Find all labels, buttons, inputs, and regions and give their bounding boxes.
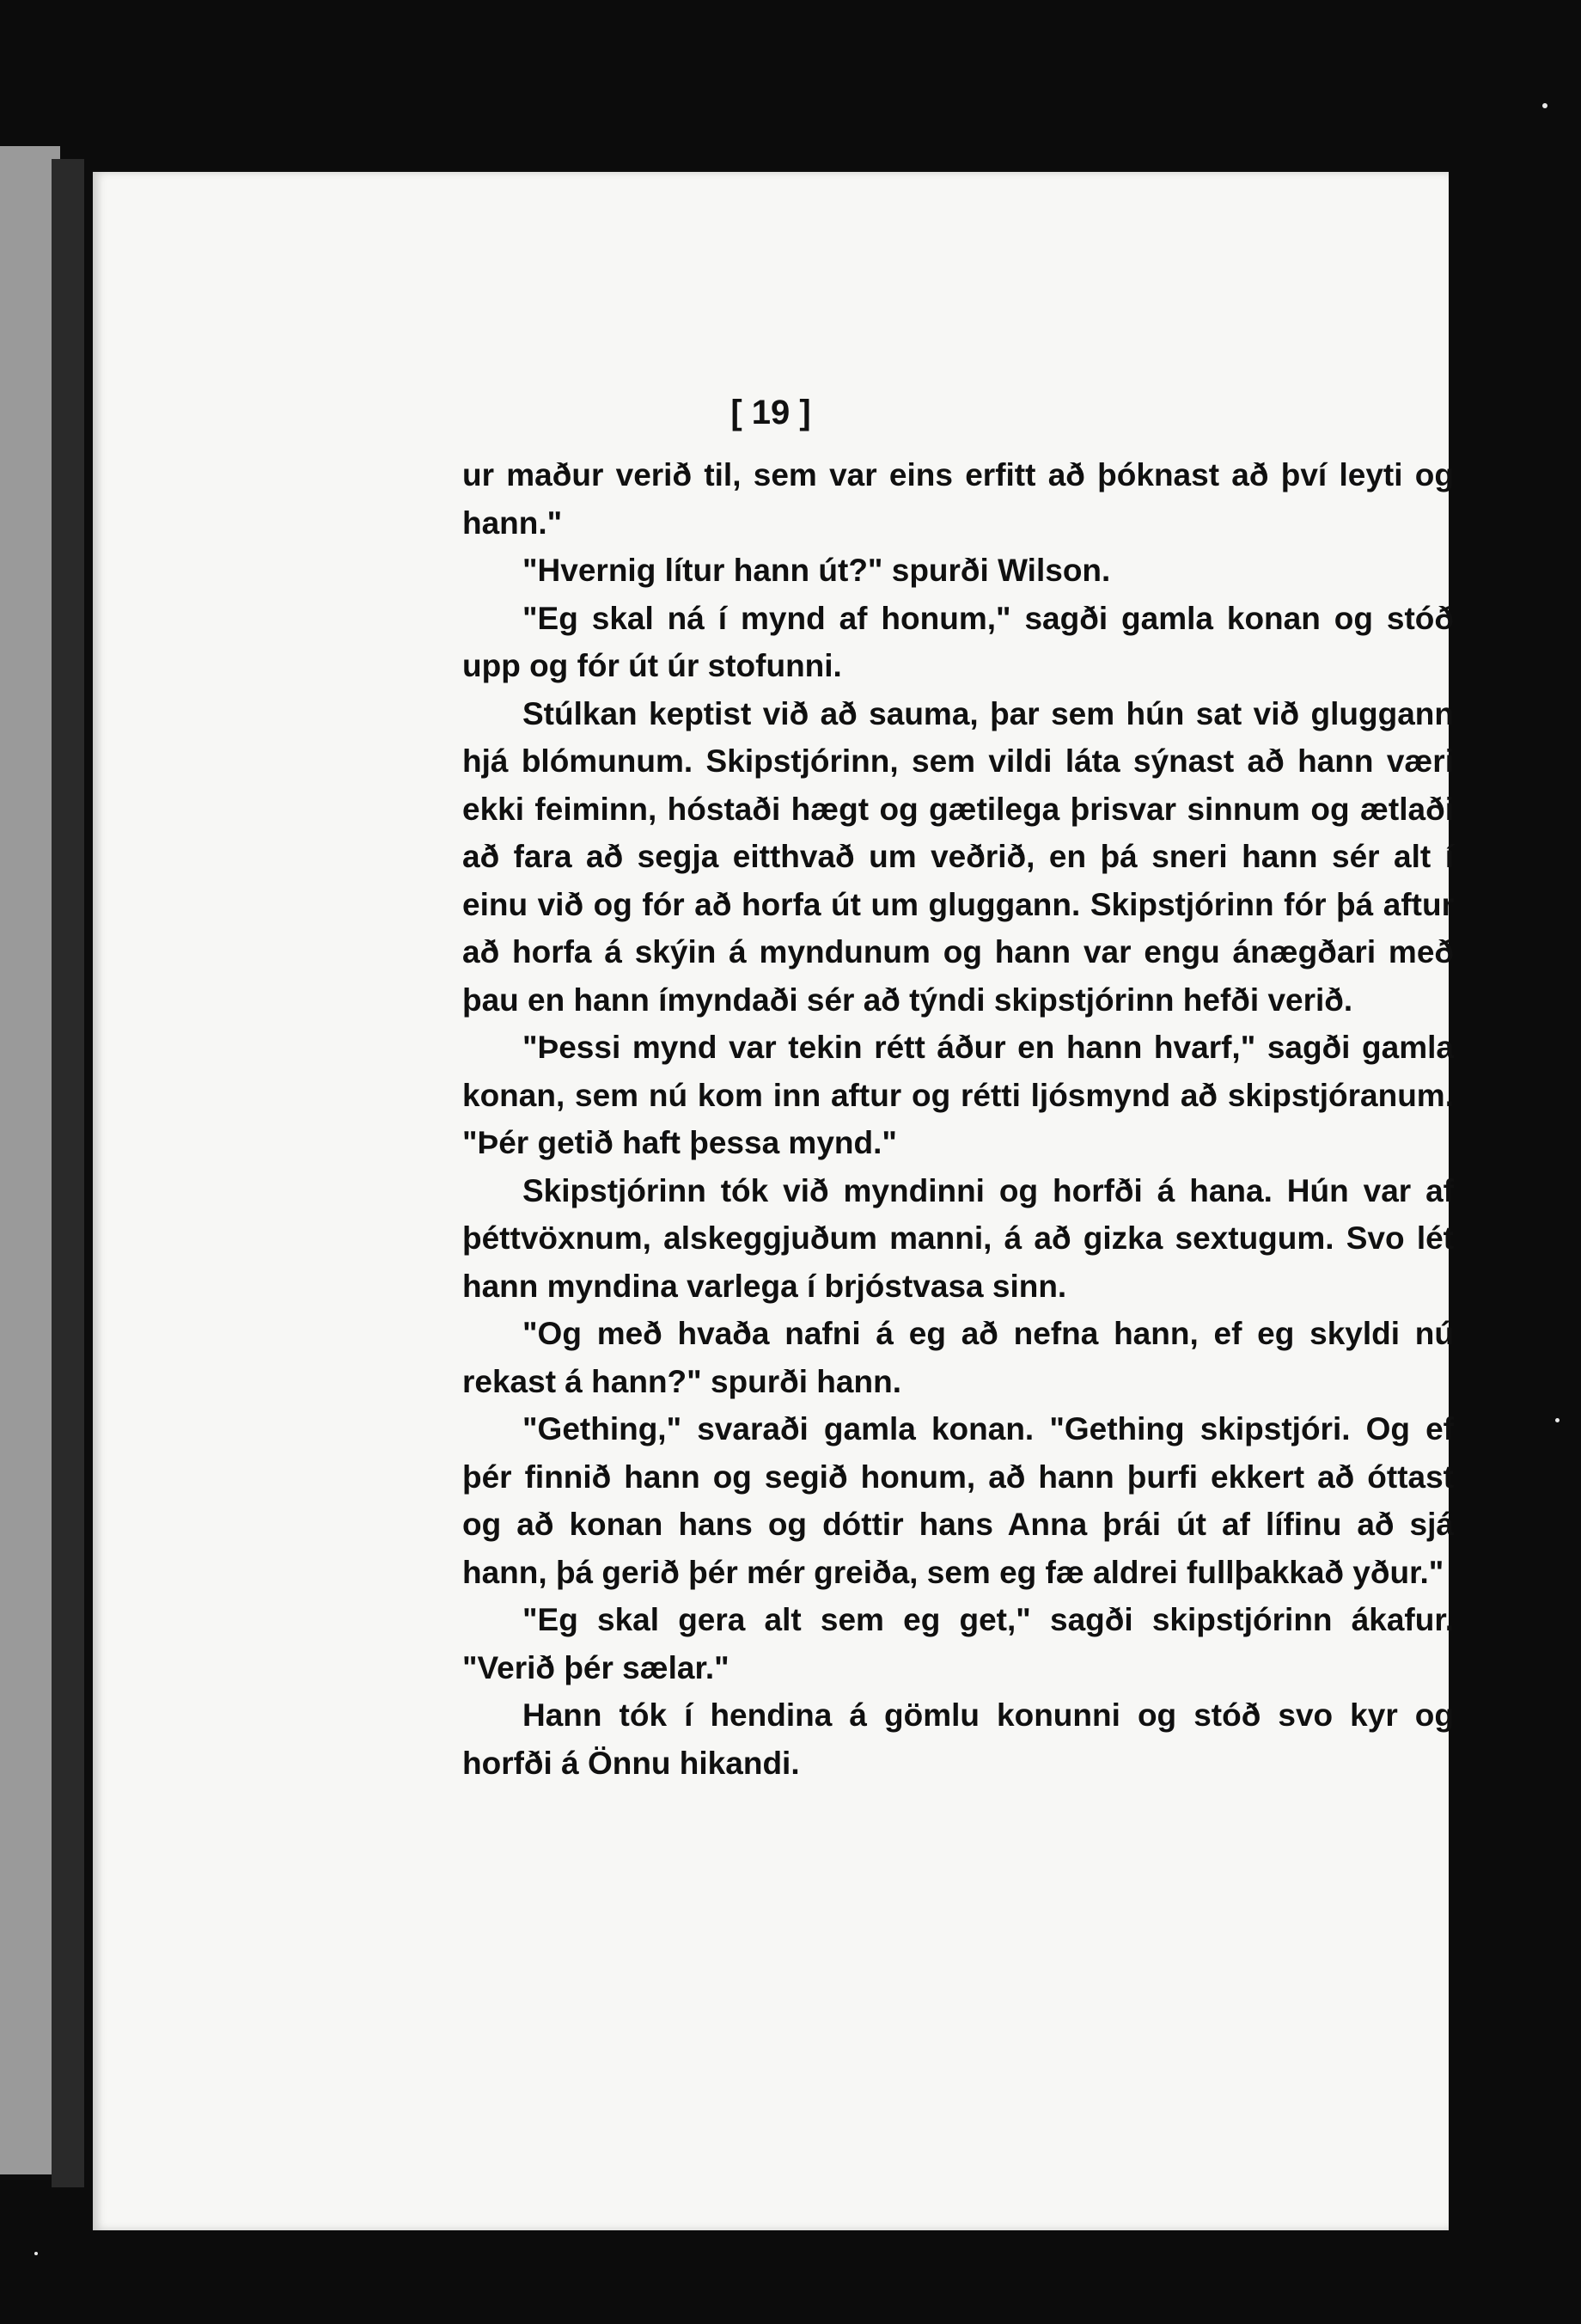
- paragraph: Skipstjórinn tók við myndinni og horfði á hana. Hún var af þéttvöxnum, alskeggjuðum manni, á að gizka sextugum. Svo lét hann myndina varlega í brjóstvasa sinn.: [462, 1172, 1454, 1304]
- paragraph: "Þessi mynd var tekin rétt áður en hann hvarf," sagði gamla konan, sem nú kom inn aftur og rétti ljósmynd að skipstjóranum. "Þér getið haft þessa mynd.": [462, 1030, 1454, 1160]
- body-text: [462, 451, 1454, 1787]
- film-speck: [1542, 103, 1547, 108]
- book-gutter: [52, 159, 84, 2187]
- book-page: [93, 172, 1454, 2230]
- paragraph: "Eg skal gera alt sem eg get," sagði skipstjórinn ákafur. "Verið þér sælar.": [462, 1602, 1454, 1685]
- paragraph: "Gething," svaraði gamla konan. "Gething skipstjóri. Og ef þér finnið hann og segið honum, að hann þurfi ekkert að óttast og að konan hans og dóttir hans Anna þrái út af lífinu að sjá hann, þá gerið þér mér greiða, sem eg fæ aldrei fullþakkað yður.": [462, 1411, 1454, 1590]
- film-speck: [34, 2252, 38, 2255]
- paragraph: ur maður verið til, sem var eins erfitt að þóknast að því leyti og hann.": [462, 457, 1454, 541]
- paragraph: "Eg skal ná í mynd af honum," sagði gamla konan og stóð upp og fór út úr stofunni.: [462, 600, 1454, 683]
- page-number: [ 19 ]: [730, 394, 811, 431]
- paragraph: "Hvernig lítur hann út?" spurði Wilson.: [522, 553, 1111, 588]
- paragraph: Hann tók í hendina á gömlu konunni og stóð svo kyr og horfði á Önnu hikandi.: [462, 1697, 1454, 1781]
- paragraph: Stúlkan keptist við að sauma, þar sem hún sat við gluggann hjá blómunum. Skipstjórinn, sem vildi láta sýnast að hann væri ekki feiminn, hóstaði hægt og gætilega þrisvar sinnum og ætlaði að fara að segja eitthvað um veðrið, en þá sneri hann sér alt í einu við og fór að horfa út um gluggann. Skipstjórinn fór þá aftur að horfa á skýin á myndunum og hann var engu ánægðari með þau en hann ímyndaði sér að týndi skipstjórinn hefði verið.: [462, 695, 1454, 1018]
- film-speck: [1555, 1418, 1560, 1422]
- paragraph: "Og með hvaða nafni á eg að nefna hann, ef eg skyldi nú rekast á hann?" spurði hann.: [462, 1316, 1454, 1399]
